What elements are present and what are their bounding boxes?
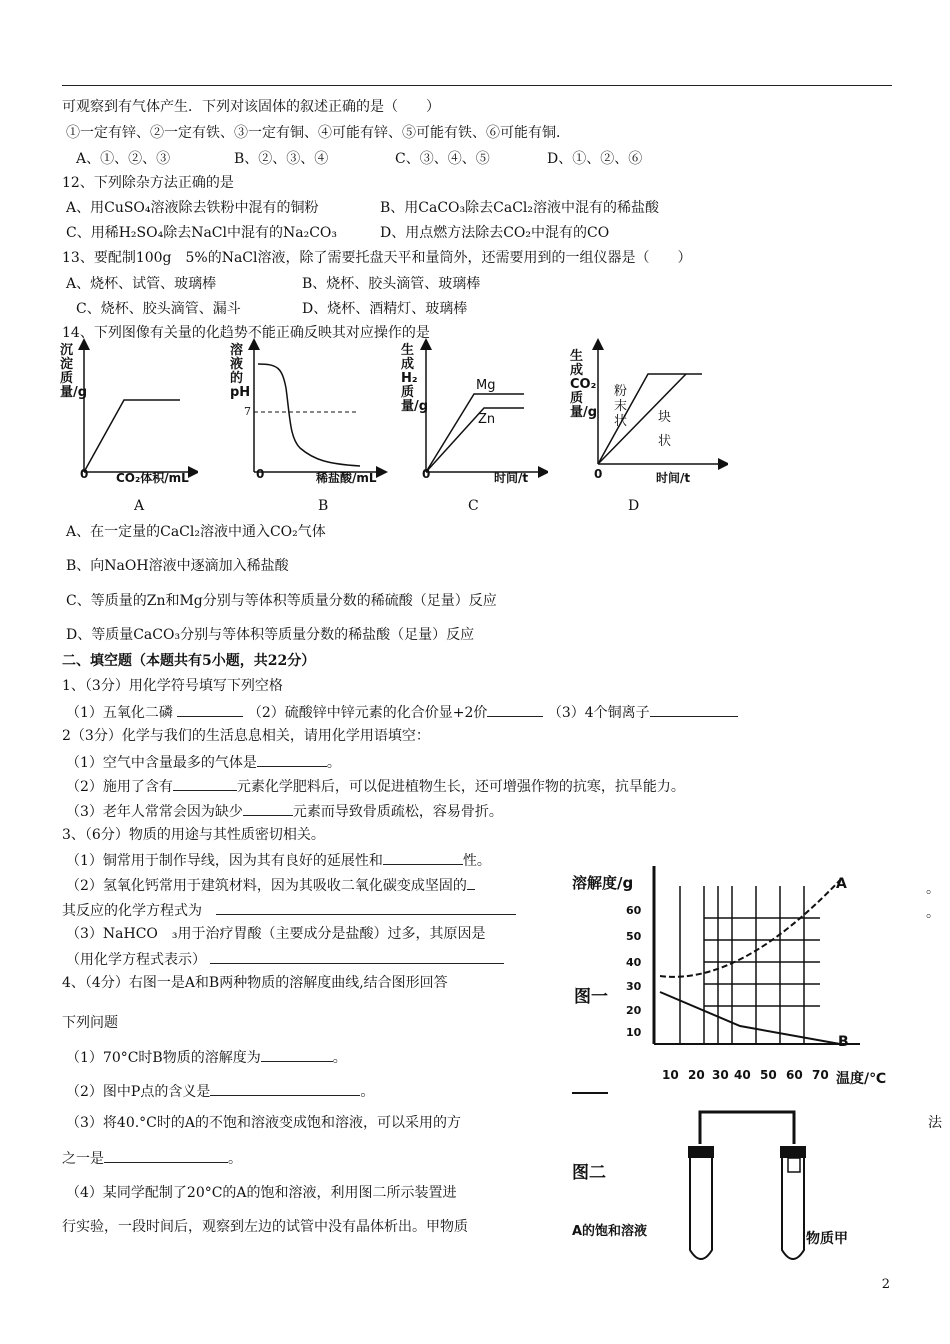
curve [258, 364, 360, 466]
q11-option-d: D、①、②、⑥ [547, 151, 643, 167]
curve [84, 400, 180, 472]
s2-q2a [66, 752, 341, 772]
fig1-ytick: 50 [626, 930, 642, 943]
s2-q2b-post: 元素化学肥料后，可以促进植物生长，还可增强作物的抗寒，抗旱能力。 [236, 779, 685, 795]
chart-b-xlabel: 稀盐酸/mL [316, 471, 377, 485]
dot-mark: 。 [926, 881, 940, 897]
chart-d-series-block: 块状 [658, 410, 672, 449]
chart-d-series-powder: 粉末状 [614, 384, 628, 429]
s2-q2c [66, 801, 503, 821]
chart-a-origin: 0 [80, 467, 89, 481]
q13-option-b: B、烧杯、胶头滴管、玻璃棒 [302, 276, 481, 292]
s2-q3b2 [62, 900, 516, 920]
section2-title: 二、填空题（本题共有5小题，共22分） [62, 653, 316, 669]
fig1-xtick: 60 [786, 1068, 803, 1082]
s2-q3b-text: （2）氢氧化钙常用于建筑材料，因为其吸收二氧化碳变成坚固的 [66, 878, 467, 894]
s2-q1-part3: （3）4个铜离子 [547, 705, 650, 721]
s2-q4-2-pre: （2）图中P点的含义是 [66, 1084, 211, 1100]
answer-blank[interactable] [177, 702, 243, 717]
q11-stem: 可观察到有气体产生．下列对该固体的叙述正确的是（ ） [62, 99, 440, 115]
answer-blank[interactable] [243, 801, 293, 816]
s2-q4b: 下列问题 [62, 1015, 118, 1031]
q13-option-a: A、烧杯、试管、玻璃棒 [66, 276, 217, 292]
chart-b [228, 338, 388, 490]
dot-mark: 。 [926, 905, 940, 921]
q13-option-d: D、烧杯、酒精灯、玻璃棒 [302, 301, 468, 317]
fig1-xtick: 30 [712, 1068, 729, 1082]
q13-stem: 13、要配制100g 5%的NaCl溶液，除了需要托盘天平和量筒外，还需要用到的一组仪器是（ ） [62, 250, 692, 266]
test-tube-right [782, 1158, 804, 1259]
fig1-ytick: 10 [626, 1026, 642, 1039]
chart-c-xlabel: 时间/t [494, 471, 529, 485]
fig1-ylabel: 溶解度/g [572, 874, 634, 892]
dropper [788, 1158, 800, 1172]
fig2-right-label: 物质甲 [806, 1231, 848, 1247]
fig1-ytick: 20 [626, 1004, 642, 1017]
q11-option-b: B、②、③、④ [234, 151, 329, 167]
s2-q1-part1: （1）五氧化二磷 [66, 705, 173, 721]
answer-blank[interactable] [210, 1081, 360, 1096]
test-tube-left [690, 1158, 712, 1259]
stopper-left [688, 1146, 714, 1158]
series-zn [426, 408, 524, 472]
fig1-ytick: 30 [626, 980, 642, 993]
s2-q3c2-text: （用化学方程式表示） [66, 952, 206, 968]
q11-option-a: A、①、②、③ [76, 151, 171, 167]
q11-items: ①一定有锌、②一定有铁、③一定有铜、④可能有锌、⑤可能有铁、⑥可能有铜． [66, 125, 570, 141]
fig2-apparatus [670, 1100, 840, 1270]
s2-q2a-text: （1）空气中含量最多的气体是 [66, 755, 257, 771]
chart-b-origin: 0 [256, 467, 265, 481]
fig1-curve-b [660, 992, 840, 1044]
answer-blank[interactable] [650, 702, 738, 717]
s2-q3a-pre: （1）铜常用于制作导线，因为其有良好的延展性和 [66, 853, 383, 869]
chart-c-series-mg: Mg [476, 378, 496, 393]
fig1-curve-b-label: B [838, 1034, 849, 1050]
series-block [598, 374, 686, 464]
q12-option-d: D、用点燃方法除去CO₂中混有的CO [380, 225, 610, 241]
chart-a-ylabel: 沉淀质量/g [60, 343, 88, 400]
q12-option-b: B、用CaCO₃除去CaCl₂溶液中混有的稀盐酸 [380, 200, 660, 216]
s2-q3b2-text: 其反应的化学方程式为 [62, 903, 202, 919]
s2-q3c: （3）NaHCO ₃用于治疗胃酸（主要成分是盐酸）过多，其原因是 [66, 926, 486, 942]
fig1-xtick: 10 [662, 1068, 679, 1082]
q14-option-c: C、等质量的Zn和Mg分别与等体积等质量分数的稀硫酸（足量）反应 [66, 593, 497, 609]
s2-q4-3b [62, 1148, 242, 1168]
fig1-ytick: 40 [626, 956, 642, 969]
answer-blank[interactable] [383, 850, 463, 865]
chart-b-tick: 7 [244, 405, 251, 418]
fig2-label: 图二 [572, 1163, 606, 1183]
q14-stem: 14、下列图像有关量的化趋势不能正确反映其对应操作的是 [62, 325, 430, 341]
s2-q1-items [66, 702, 738, 722]
s2-q4-1-pre: （1）70°C时B物质的溶解度为 [66, 1050, 261, 1066]
fig1-xtick: 50 [760, 1068, 777, 1082]
header-rule [62, 85, 892, 86]
q12-option-a: A、用CuSO₄溶液除去铁粉中混有的铜粉 [66, 200, 319, 216]
chart-c [398, 338, 548, 490]
q14-option-b: B、向NaOH溶液中逐滴加入稀盐酸 [66, 558, 289, 574]
page-number: 2 [881, 1277, 890, 1292]
answer-blank[interactable] [216, 900, 516, 915]
s2-q4-3-end: 法 [928, 1115, 942, 1131]
stopper-right [780, 1146, 806, 1158]
q14-option-d: D、等质量CaCO₃分别与等体积等质量分数的稀盐酸（足量）反应 [66, 627, 475, 643]
s2-q2b [66, 776, 685, 796]
s2-q3: 3、（6分）物质的用途与其性质密切相关。 [62, 827, 325, 843]
chart-c-origin: 0 [422, 467, 431, 481]
fig1-xtick: 40 [734, 1068, 751, 1082]
s2-q3c2 [66, 949, 504, 969]
answer-blank[interactable] [487, 702, 543, 717]
s2-q2c-pre: （3）老年人常常会因为缺少 [66, 804, 243, 820]
chart-d-ylabel: 生成CO₂质量/g [570, 349, 598, 420]
fig1-xtick: 20 [688, 1068, 705, 1082]
answer-blank[interactable] [210, 949, 504, 964]
s2-q4-3: （3）将40.°C时的A的不饱和溶液变成饱和溶液，可以采用的方 [66, 1115, 461, 1131]
chart-d-origin: 0 [594, 467, 603, 481]
chart-d-xlabel: 时间/t [656, 471, 691, 485]
s2-q4-2-post: 。 [360, 1084, 375, 1100]
chart-a [58, 338, 198, 490]
answer-blank[interactable] [467, 875, 475, 890]
fig1-curve-a-label: A [836, 876, 847, 892]
fig1-xtick: 70 [812, 1068, 829, 1082]
chart-a-label: A [134, 498, 145, 514]
fig1-rule [572, 1092, 608, 1094]
s2-q2c-post: 元素而导致骨质疏松，容易骨折。 [292, 804, 503, 820]
s2-q2a-end: 。 [326, 755, 341, 771]
s2-q4-3b-pre: 之一是 [62, 1151, 104, 1167]
chart-b-label: B [318, 498, 329, 514]
fig1-label: 图一 [574, 987, 608, 1007]
q11-option-c: C、③、④、⑤ [395, 151, 490, 167]
fig1-ytick: 60 [626, 904, 642, 917]
chart-d-label: D [628, 498, 640, 514]
s2-q4-4: （4）某同学配制了20°C的A的饱和溶液，利用图二所示装置进 [66, 1185, 457, 1201]
chart-b-ylabel: 溶液的pH [230, 343, 251, 400]
q14-option-a: A、在一定量的CaCl₂溶液中通入CO₂气体 [66, 524, 326, 540]
answer-blank[interactable] [104, 1148, 228, 1163]
connecting-tube [700, 1112, 794, 1144]
answer-blank[interactable] [261, 1047, 333, 1062]
s2-q3a-post: 性。 [462, 853, 491, 869]
s2-q4: 4、（4分）右图一是A和B两种物质的溶解度曲线,结合图形回答 [62, 975, 448, 991]
q12-option-c: C、用稀H₂SO₄除去NaCl中混有的Na₂CO₃ [66, 225, 338, 241]
s2-q3b [66, 875, 475, 895]
s2-q1-part2: （2）硫酸锌中锌元素的化合价显+2价 [247, 705, 488, 721]
chart-c-ylabel: 生成H₂质量/g [401, 343, 429, 414]
chart-c-label: C [468, 498, 479, 514]
q12-stem: 12、下列除杂方法正确的是 [62, 175, 234, 191]
chart-a-xlabel: CO₂体积/mL [116, 471, 189, 485]
s2-q2: 2（3分）化学与我们的生活息息相关，请用化学用语填空： [62, 728, 430, 744]
s2-q1: 1、（3分）用化学符号填写下列空格 [62, 678, 283, 694]
s2-q3a [66, 850, 491, 870]
s2-q4-3b-post: 。 [228, 1151, 242, 1167]
s2-q4-2 [66, 1081, 374, 1101]
s2-q4-1-post: 。 [332, 1050, 347, 1066]
series-mg [426, 394, 524, 472]
fig2-left-label: A的饱和溶液 [572, 1224, 648, 1239]
fig1-grid [680, 886, 820, 1044]
answer-blank[interactable] [257, 752, 327, 767]
s2-q2b-pre: （2）施用了含有 [66, 779, 173, 795]
q13-option-c: C、烧杯、胶头滴管、漏斗 [76, 301, 241, 317]
chart-c-series-zn: Zn [478, 412, 496, 427]
answer-blank[interactable] [173, 776, 237, 791]
s2-q4-4b: 行实验，一段时间后，观察到左边的试管中没有晶体析出。甲物质 [62, 1219, 468, 1235]
fig1-xlabel: 温度/℃ [836, 1071, 887, 1087]
s2-q4-1 [66, 1047, 347, 1067]
